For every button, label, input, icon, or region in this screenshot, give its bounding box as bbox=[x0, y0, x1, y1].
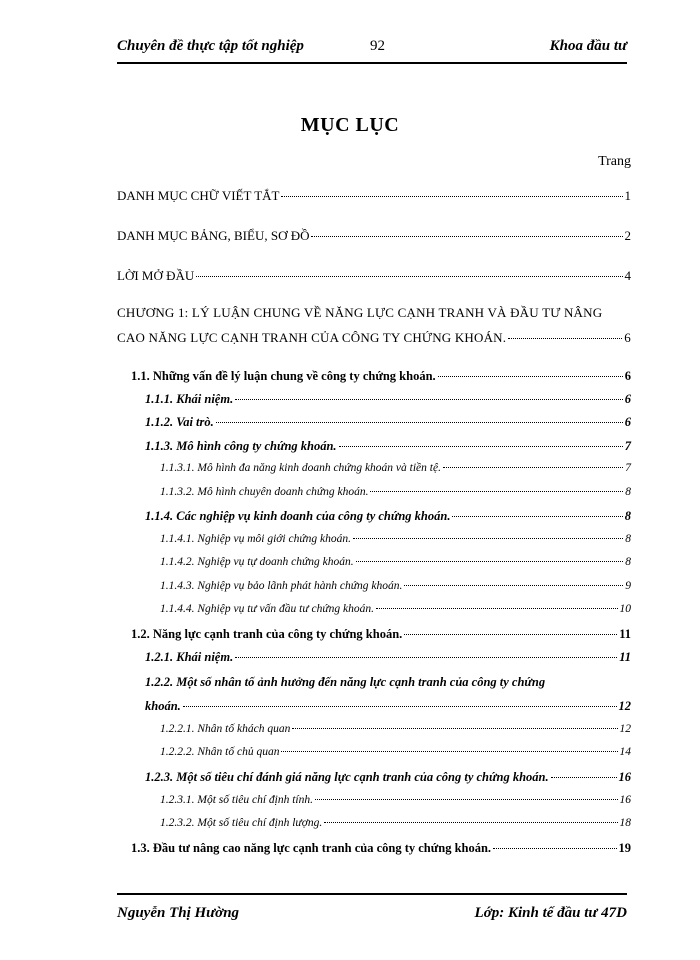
toc-entry bbox=[117, 268, 631, 284]
toc-entry bbox=[160, 817, 631, 829]
toc-entry bbox=[160, 723, 631, 735]
toc-entry-page: 18 bbox=[619, 817, 631, 829]
toc-entry bbox=[145, 439, 631, 454]
toc-entry-page: 7 bbox=[625, 462, 631, 474]
toc-entry bbox=[160, 533, 631, 545]
toc-entry bbox=[145, 415, 631, 430]
toc-entry bbox=[145, 509, 631, 524]
toc-entry bbox=[160, 603, 631, 615]
toc-entry-text: 1.1.4.3. Nghiệp vụ bảo lãnh phát hành chứng khoán. bbox=[160, 580, 403, 592]
page-footer bbox=[117, 893, 627, 921]
toc-entry-text: DANH MỤC CHỮ VIẾT TẮT bbox=[117, 188, 280, 203]
toc-entry-text: 1.1.1. Khái niệm. bbox=[145, 392, 234, 406]
toc-entry-text: 1.2.2.2. Nhân tố chủ quan bbox=[160, 746, 280, 758]
toc-entry-text: DANH MỤC BẢNG, BIỂU, SƠ ĐỒ bbox=[117, 228, 310, 243]
toc-entry-page: 4 bbox=[624, 268, 631, 283]
toc-entry-page: 7 bbox=[624, 439, 631, 453]
toc-entry-text: 1.1.3.1. Mô hình đa năng kinh doanh chứng khoán và tiền tệ. bbox=[160, 462, 441, 474]
toc-entry-page: 1 bbox=[624, 188, 631, 203]
toc-entry-text: 1.1.3. Mô hình công ty chứng khoán. bbox=[145, 439, 337, 453]
toc-entry-page: 10 bbox=[619, 603, 631, 615]
toc-entry bbox=[145, 699, 631, 714]
header-page-number: 92 bbox=[370, 38, 385, 54]
toc-entry-page: 6 bbox=[624, 369, 631, 383]
toc-entry-page: 14 bbox=[619, 746, 631, 758]
toc-entry-text: 1.1.2. Vai trò. bbox=[145, 415, 214, 429]
header-faculty: Khoa đầu tư bbox=[549, 38, 627, 54]
toc-entry-text: 1.3. Đầu tư nâng cao năng lực cạnh tranh của công ty chứng khoán. bbox=[131, 841, 492, 855]
toc-entry-text: 1.1.4.2. Nghiệp vụ tự doanh chứng khoán. bbox=[160, 556, 354, 568]
toc-entry bbox=[117, 330, 631, 346]
header-doc-title: Chuyên đề thực tập tốt nghiệp bbox=[117, 38, 304, 54]
toc-entry bbox=[131, 369, 631, 384]
toc-entry-page: 6 bbox=[624, 392, 631, 406]
toc-title: MỤC LỤC bbox=[300, 114, 400, 136]
toc-entry-page: 12 bbox=[619, 723, 631, 735]
toc-entry bbox=[145, 650, 631, 665]
toc-entry-text: 1.2. Năng lực cạnh tranh của công ty chứng khoán. bbox=[131, 627, 403, 641]
toc-entry-page: 8 bbox=[625, 556, 631, 568]
toc-entry bbox=[160, 486, 631, 498]
toc-entry-text: khoán. bbox=[145, 699, 181, 713]
toc-entry bbox=[160, 462, 631, 474]
toc-entry bbox=[117, 228, 631, 244]
toc-entry-page: 19 bbox=[618, 841, 631, 855]
toc-entry bbox=[160, 794, 631, 806]
footer-author: Nguyễn Thị Hường bbox=[117, 905, 240, 921]
toc-entry-text: 1.2.1. Khái niệm. bbox=[145, 650, 234, 664]
toc-entry-text: 1.1.4.4. Nghiệp vụ tư vấn đầu tư chứng khoán. bbox=[160, 603, 374, 615]
toc-entry bbox=[145, 392, 631, 407]
toc-entry-text: CAO NĂNG LỰC CẠNH TRANH CỦA CÔNG TY CHỨNG KHOÁN. bbox=[117, 330, 507, 345]
toc-chapter-line1: CHƯƠNG 1: LÝ LUẬN CHUNG VỀ NĂNG LỰC CẠNH TRANH VÀ ĐẦU TƯ NÂNG bbox=[117, 305, 603, 320]
toc-entry-page: 2 bbox=[624, 228, 631, 243]
toc-entry-text: 1.2.2.1. Nhân tố khách quan bbox=[160, 723, 291, 735]
page-header bbox=[117, 36, 627, 64]
toc-entry-text: LỜI MỞ ĐẦU bbox=[117, 268, 195, 283]
toc-entry-text: 1.2.3.1. Một số tiêu chí định tính. bbox=[160, 794, 314, 806]
page-column-label: Trang bbox=[598, 154, 631, 169]
toc-entry bbox=[145, 770, 631, 785]
toc-entry-page: 6 bbox=[624, 330, 631, 345]
toc-entry-page: 11 bbox=[619, 627, 631, 641]
toc-entry bbox=[131, 841, 631, 856]
toc-entry bbox=[160, 556, 631, 568]
toc-entry-text: 1.1. Những vấn đề lý luận chung về công ty chứng khoán. bbox=[131, 369, 436, 383]
toc-entry-page: 16 bbox=[619, 794, 631, 806]
toc-entry-page: 12 bbox=[618, 699, 631, 713]
toc-entry bbox=[117, 188, 631, 204]
toc-entry-page: 8 bbox=[624, 509, 631, 523]
toc-entry-text: 1.1.4. Các nghiệp vụ kinh doanh của công ty chứng khoán. bbox=[145, 509, 451, 523]
toc-entry-page: 6 bbox=[624, 415, 631, 429]
toc-entry-text: 1.2.3. Một số tiêu chí đánh giá năng lực cạnh tranh của công ty chứng khoán. bbox=[145, 770, 549, 784]
toc-entry-page: 16 bbox=[618, 770, 631, 784]
toc-entry-text: 1.1.4.1. Nghiệp vụ môi giới chứng khoán. bbox=[160, 533, 351, 545]
toc-entry bbox=[160, 746, 631, 758]
toc-entry-text: 1.2.3.2. Một số tiêu chí định lượng. bbox=[160, 817, 323, 829]
toc-entry bbox=[131, 627, 631, 642]
toc-entry-line1: 1.2.2. Một số nhân tố ảnh hưởng đến năng lực cạnh tranh của công ty chứng bbox=[145, 675, 546, 689]
toc-entry-page: 11 bbox=[619, 650, 631, 664]
footer-class: Lớp: Kinh tế đầu tư 47D bbox=[474, 905, 627, 921]
toc-entry-page: 8 bbox=[625, 486, 631, 498]
toc-entry-page: 9 bbox=[625, 580, 631, 592]
toc-entry bbox=[160, 580, 631, 592]
toc-entry-text: 1.1.3.2. Mô hình chuyên doanh chứng khoán. bbox=[160, 486, 369, 498]
toc-entry-page: 8 bbox=[625, 533, 631, 545]
